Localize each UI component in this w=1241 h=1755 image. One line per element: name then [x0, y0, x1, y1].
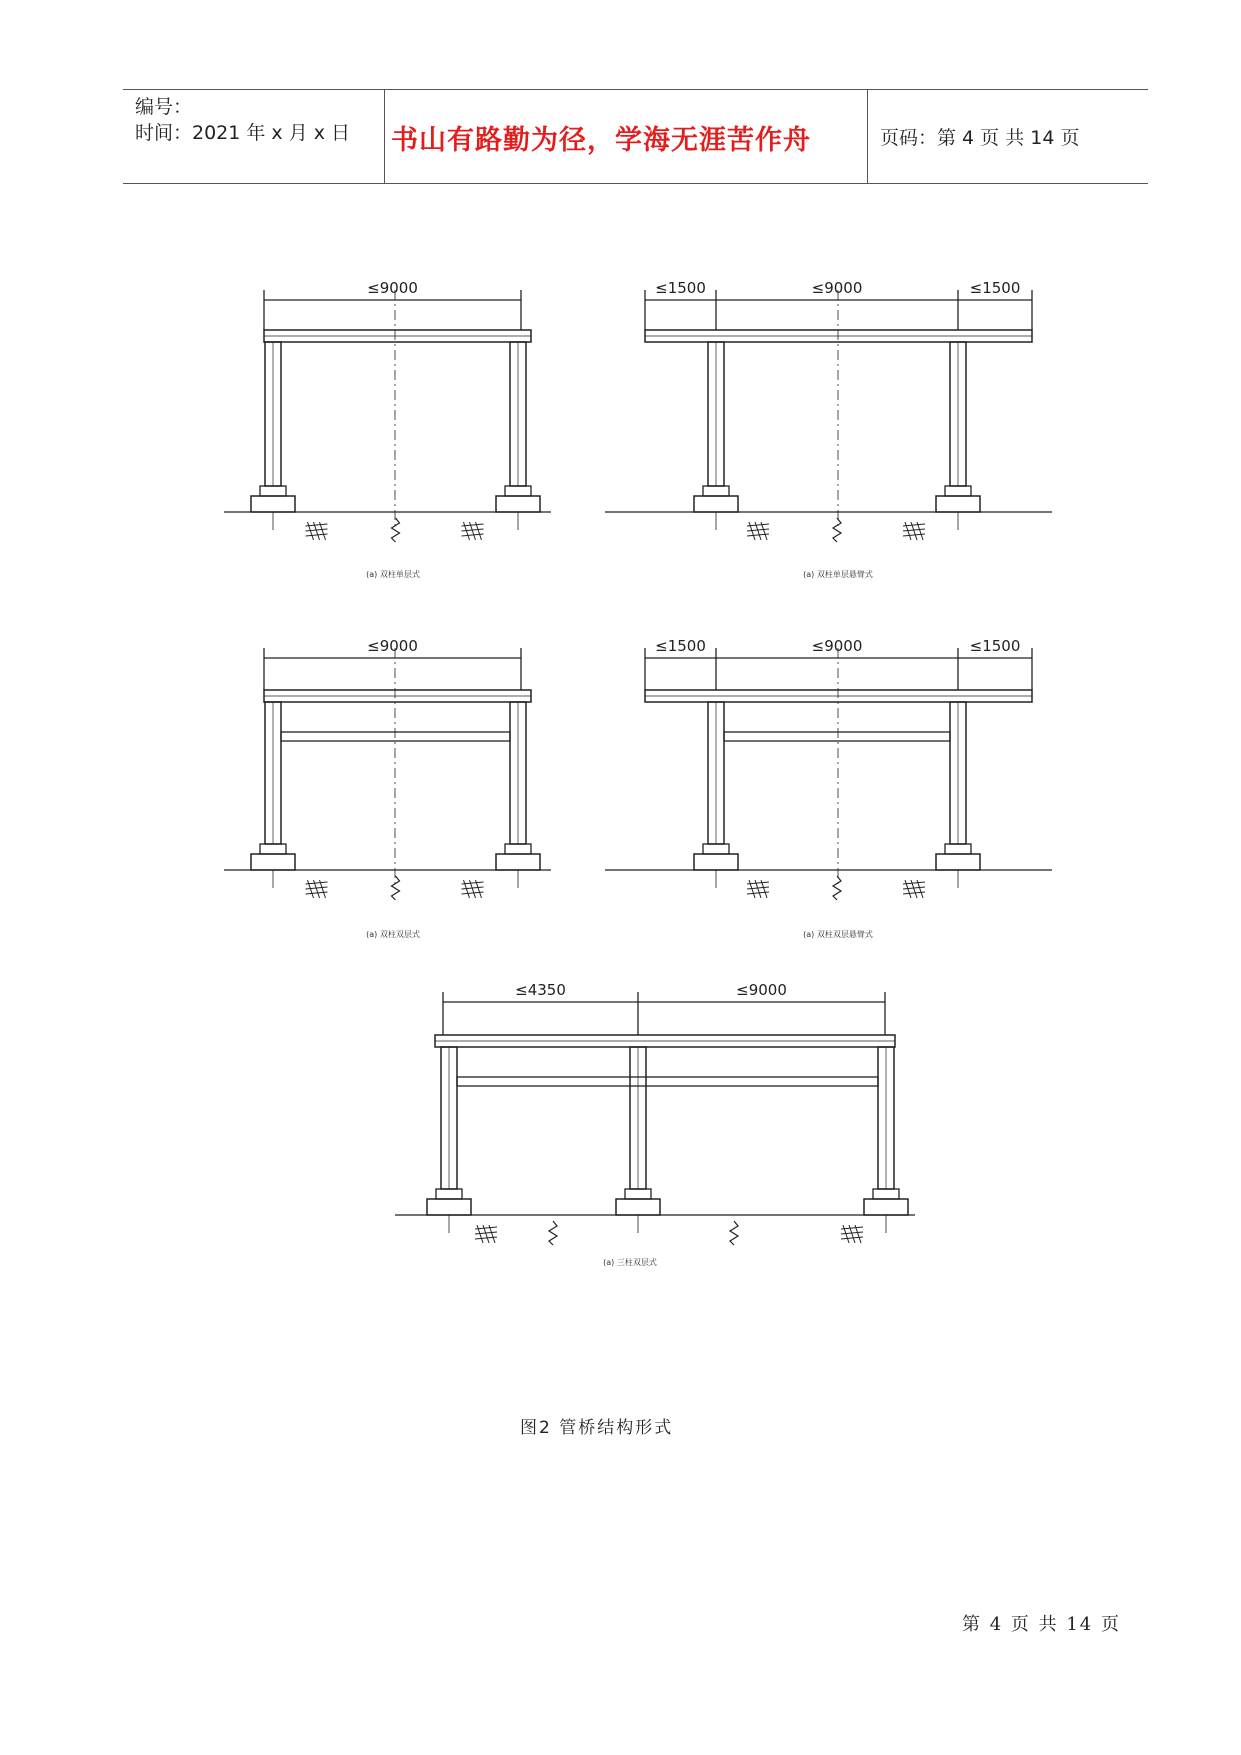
dimension-label: ≤9000 [811, 637, 863, 655]
dimension-label: ≤9000 [811, 279, 863, 297]
break-symbol [730, 1221, 738, 1245]
foundation-pedestal [694, 496, 738, 512]
lower-beam [724, 732, 950, 741]
number-label: 编号： [135, 96, 193, 118]
soil-hatch-symbol [903, 880, 925, 898]
lower-beam [457, 1077, 878, 1086]
break-symbol [392, 876, 400, 900]
page-footer: 第 4 页 共 14 页 [962, 1614, 1121, 1635]
foundation-pedestal [251, 854, 295, 870]
foundation-pedestal [251, 496, 295, 512]
column-base [260, 844, 286, 854]
panel-subcaption: (a) 双柱单层式 [366, 570, 420, 579]
rack-drawing [224, 637, 551, 939]
foundation-pedestal [496, 496, 540, 512]
rack-drawing [605, 279, 1052, 579]
column-base [703, 486, 729, 496]
rack-drawing [605, 637, 1052, 939]
dimension-label: ≤1500 [655, 279, 706, 297]
rack-drawing [395, 981, 915, 1267]
panel-subcaption: (a) 双柱双层式 [366, 930, 420, 939]
dimension-label: ≤9000 [367, 637, 418, 655]
soil-hatch-symbol [306, 880, 328, 898]
dimension-label: ≤4350 [515, 981, 566, 999]
foundation-pedestal [936, 854, 980, 870]
soil-hatch-symbol [462, 522, 484, 540]
soil-hatch-symbol [475, 1225, 497, 1243]
column-base [873, 1189, 899, 1199]
column-base [505, 486, 531, 496]
foundation-pedestal [616, 1199, 660, 1215]
column-base [945, 486, 971, 496]
column-base [703, 844, 729, 854]
column-base [436, 1189, 462, 1199]
foundation-pedestal [694, 854, 738, 870]
dimension-label: ≤9000 [736, 981, 787, 999]
foundation-pedestal [427, 1199, 471, 1215]
foundation-pedestal [864, 1199, 908, 1215]
soil-hatch-symbol [462, 880, 484, 898]
dimension-label: ≤1500 [969, 279, 1021, 297]
break-symbol [549, 1221, 557, 1245]
panel-subcaption: (a) 三柱双层式 [603, 1258, 657, 1267]
soil-hatch-symbol [747, 880, 769, 898]
dimension-label: ≤1500 [969, 637, 1021, 655]
column-base [625, 1189, 651, 1199]
time-label: 时间：2021 年 x 月 x 日 [135, 122, 351, 144]
foundation-pedestal [496, 854, 540, 870]
break-symbol [833, 876, 841, 900]
soil-hatch-symbol [841, 1225, 863, 1243]
column-base [945, 844, 971, 854]
break-symbol [392, 518, 400, 542]
header-motto: 书山有路勤为径，学海无涯苦作舟 [391, 125, 811, 156]
lower-beam [281, 732, 510, 741]
foundation-pedestal [936, 496, 980, 512]
dimension-label: ≤1500 [655, 637, 706, 655]
panel-subcaption: (a) 双柱双层悬臂式 [803, 930, 873, 939]
panel-subcaption: (a) 双柱单层悬臂式 [803, 570, 873, 579]
column-base [260, 486, 286, 496]
soil-hatch-symbol [747, 522, 769, 540]
figure-caption: 图2 管桥结构形式 [520, 1418, 674, 1438]
soil-hatch-symbol [306, 522, 328, 540]
column-base [505, 844, 531, 854]
dimension-label: ≤9000 [367, 279, 418, 297]
rack-drawing [224, 279, 551, 579]
soil-hatch-symbol [903, 522, 925, 540]
header-page-info: 页码：第 4 页 共 14 页 [880, 127, 1080, 149]
break-symbol [833, 518, 841, 542]
